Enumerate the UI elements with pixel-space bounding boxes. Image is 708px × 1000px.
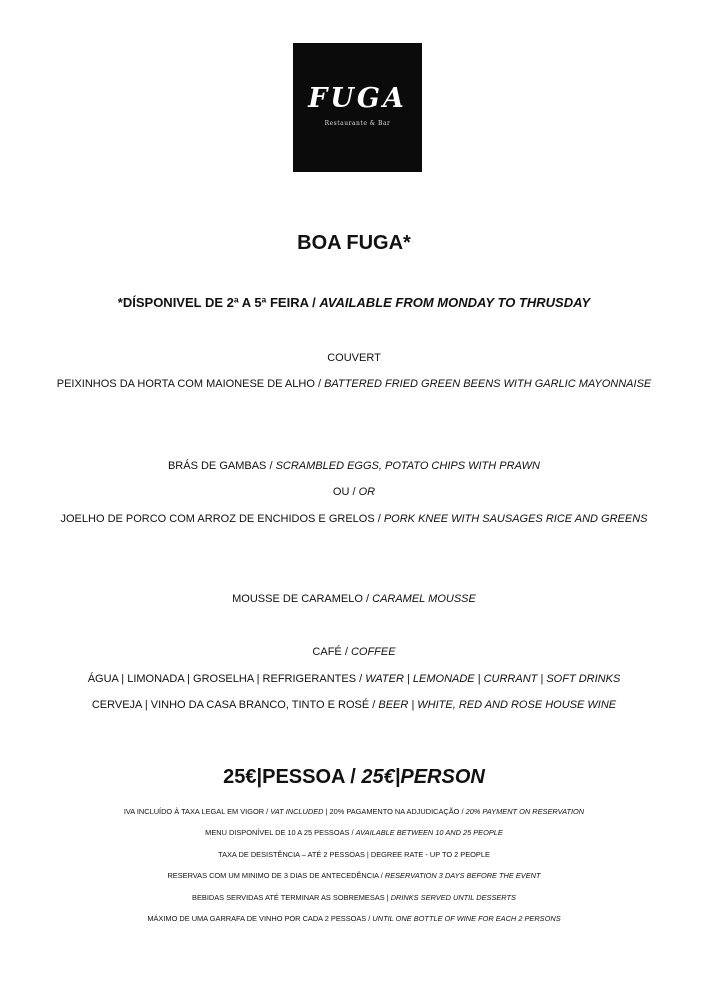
drinks2-pt: CERVEJA | VINHO DA CASA BRANCO, TINTO E ROSÉ /	[91, 699, 379, 711]
note-line	[0, 893, 708, 902]
logo-wordmark: FUGA	[308, 83, 407, 114]
note-line	[0, 871, 708, 880]
main2-pt: JOELHO DE PORCO COM ARROZ DE ENCHIDOS E GRELOS /	[60, 513, 384, 525]
note-pt: IVA INCLUÍDO À TAXA LEGAL EM VIGOR /	[123, 807, 271, 816]
dessert-pt: MOUSSE DE CARAMELO /	[232, 593, 373, 605]
note-line	[0, 828, 708, 837]
menu-item-dessert	[0, 593, 708, 605]
availability-pt: *DÍSPONIVEL DE 2ª A 5ª FEIRA /	[117, 295, 320, 310]
note-line	[0, 850, 708, 859]
note-en: RESERVATION 3 DAYS BEFORE THE EVENT	[384, 871, 541, 880]
starter-en: BATTERED FRIED GREEN BEENS WITH GARLIC MAYONNAISE	[324, 378, 652, 390]
note-pt: MÁXIMO DE UMA GARRAFA DE VINHO POR CADA 2 PESSOAS /	[147, 914, 373, 923]
note-pt: | 20% PAGAMENTO NA ADJUDICAÇÃO /	[323, 807, 466, 816]
dessert-en: CARAMEL MOUSSE	[372, 593, 476, 605]
couvert-heading: COUVERT	[327, 352, 381, 364]
coffee-en: COFFEE	[350, 646, 396, 658]
note-en: AVAILABLE BETWEEN 10 AND 25 PEOPLE	[355, 828, 503, 837]
menu-item-starter	[0, 378, 708, 390]
menu-item-drinks-1	[0, 673, 708, 685]
note-pt: BEBIDAS SERVIDAS ATÉ TERMINAR AS SOBREMESAS |	[192, 893, 391, 902]
drinks1-pt: ÁGUA | LIMONADA | GROSELHA | REFRIGERANTES /	[87, 673, 366, 685]
starter-pt: PEIXINHOS DA HORTA COM MAIONESE DE ALHO /	[56, 378, 325, 390]
note-en: UNTIL ONE BOTTLE OF WINE FOR EACH 2 PERSONS	[372, 914, 561, 923]
availability-line	[0, 295, 708, 310]
price-en: 25€|PERSON	[361, 766, 485, 788]
note-pt: TAXA DE DESISTÊNCIA – ATÉ 2 PESSOAS | DEGREE RATE - UP TO 2 PEOPLE	[218, 850, 490, 859]
note-en: VAT INCLUDED	[270, 807, 324, 816]
coffee-pt: CAFÉ /	[312, 646, 351, 658]
or-pt: OU /	[332, 486, 359, 498]
menu-item-drinks-2	[0, 699, 708, 711]
or-en: OR	[358, 486, 376, 498]
drinks2-en: BEER | WHITE, RED AND ROSE HOUSE WINE	[378, 699, 617, 711]
note-line	[0, 914, 708, 923]
drinks1-en: WATER | LEMONADE | CURRANT | SOFT DRINKS	[365, 673, 621, 685]
menu-item-coffee	[0, 646, 708, 658]
note-pt: RESERVAS COM UM MINIMO DE 3 DIAS DE ANTECEDÊNCIA /	[167, 871, 385, 880]
note-pt: MENU DISPONÍVEL DE 10 A 25 PESSOAS /	[205, 828, 356, 837]
menu-item-main-1	[0, 460, 708, 472]
note-en: 20% PAYMENT ON RESERVATION	[465, 807, 585, 816]
menu-item-main-2	[0, 513, 708, 525]
main2-en: PORK KNEE WITH SAUSAGES RICE AND GREENS	[383, 513, 648, 525]
main1-en: SCRAMBLED EGGS, POTATO CHIPS WITH PRAWN	[275, 460, 541, 472]
menu-title: BOA FUGA*	[297, 232, 411, 254]
main1-pt: BRÁS DE GAMBAS /	[167, 460, 276, 472]
menu-or-separator	[0, 486, 708, 498]
logo-tagline: Restaurante & Bar	[324, 120, 391, 127]
note-en: DRINKS SERVED UNTIL DESSERTS	[390, 893, 516, 902]
restaurant-logo	[293, 43, 422, 172]
price-pt: 25€|PESSOA /	[223, 766, 362, 788]
note-line	[0, 807, 708, 816]
availability-en: AVAILABLE FROM MONDAY TO THRUSDAY	[319, 295, 591, 310]
price-line	[0, 766, 708, 789]
